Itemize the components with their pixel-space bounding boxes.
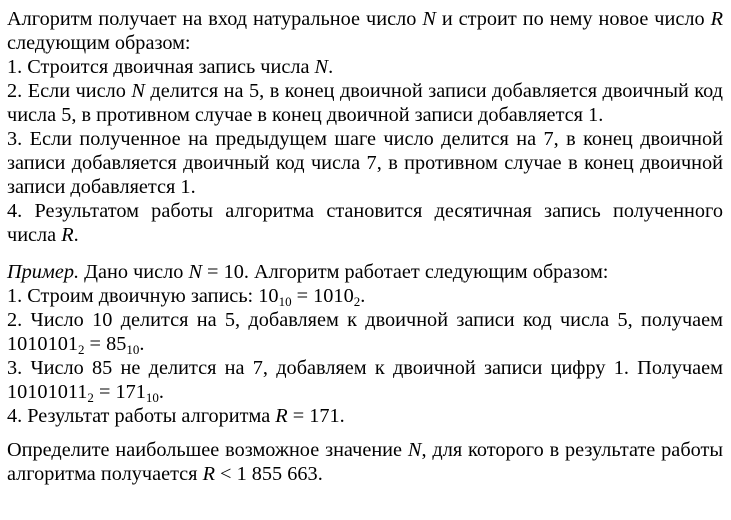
step-1-text: 1. Строится двоичная запись числа — [7, 56, 315, 78]
base-subscript: 2 — [77, 342, 85, 357]
variable-n: N — [314, 56, 329, 78]
step-2 — [7, 79, 723, 127]
step-3 — [7, 127, 723, 199]
step-1 — [7, 55, 723, 79]
example-text-2: = 10. Алгоритм работает следующим образом: — [201, 261, 609, 283]
question-text-1: Определите наибольшее возможное значение — [7, 439, 408, 461]
variable-r: R — [61, 224, 74, 246]
base-subscript: 10 — [145, 390, 159, 405]
example-step-4 — [7, 404, 723, 428]
example-step-3-end: . — [158, 381, 164, 403]
intro-text-1: Алгоритм получает на вход натуральное число — [7, 8, 423, 30]
intro-text-3: следующим образом: — [7, 32, 191, 54]
example-step-3-text: 3. Число 85 не делится на 7, добавляем к двоичной записи цифру 1. Получаем 10101011 — [7, 357, 723, 403]
question-paragraph — [7, 438, 723, 486]
example-step-1-text: 1. Строим двоичную запись: 10 — [7, 285, 279, 307]
step-3-text: 3. Если полученное на предыдущем шаге число делится на 7, в конец двоичной записи добавляется двоичный код числа 7, в противном случае в конец двоичной записи добавляется 1. — [7, 128, 723, 198]
variable-r: R — [202, 463, 215, 485]
example-step-1-end: . — [360, 285, 366, 307]
example-step-2-text: 2. Число 10 делится на 5, добавляем к двоичной записи код числа 5, получаем 1010101 — [7, 309, 723, 355]
paragraph-gap — [7, 428, 723, 438]
paragraph-gap — [7, 247, 723, 260]
step-2-text-1: 2. Если число — [7, 80, 132, 102]
step-1-end: . — [328, 56, 334, 78]
variable-n: N — [188, 261, 202, 283]
base-subscript: 10 — [278, 294, 292, 309]
example-step-3 — [7, 356, 723, 404]
example-heading — [7, 260, 723, 284]
example-step-1-text-2: = 1010 — [291, 285, 354, 307]
intro-paragraph — [7, 7, 723, 55]
example-label: Пример. — [7, 261, 80, 283]
variable-r: R — [275, 405, 288, 427]
base-subscript: 10 — [126, 342, 140, 357]
example-step-1 — [7, 284, 723, 308]
intro-text-2: и строит по нему новое число — [435, 8, 711, 30]
variable-n: N — [422, 8, 436, 30]
example-step-4-text: 4. Результат работы алгоритма — [7, 405, 276, 427]
example-step-2-text-2: = 85 — [84, 333, 127, 355]
step-4-text: 4. Результатом работы алгоритма становится десятичная запись полученного числа — [7, 200, 723, 246]
question-text-2: , для которого в результате работы алгоритма получается — [7, 439, 723, 485]
step-2-text-2: делится на 5, в конец двоичной записи добавляется двоичный код числа 5, в противном случае в конец двоичной записи добавляется 1. — [7, 80, 724, 126]
variable-n: N — [407, 439, 422, 461]
variable-r: R — [710, 8, 723, 30]
step-4 — [7, 199, 723, 247]
base-subscript: 2 — [87, 390, 94, 405]
question-text-3: < 1 855 663. — [214, 463, 323, 485]
example-step-3-text-2: = 171 — [93, 381, 146, 403]
example-step-4-end: = 171. — [287, 405, 345, 427]
variable-n: N — [131, 80, 145, 102]
step-4-end: . — [73, 224, 79, 246]
example-step-2 — [7, 308, 723, 356]
base-subscript: 2 — [353, 294, 361, 309]
example-step-2-end: . — [139, 333, 145, 355]
example-text-1: Дано число — [79, 261, 189, 283]
problem-text — [7, 7, 723, 486]
